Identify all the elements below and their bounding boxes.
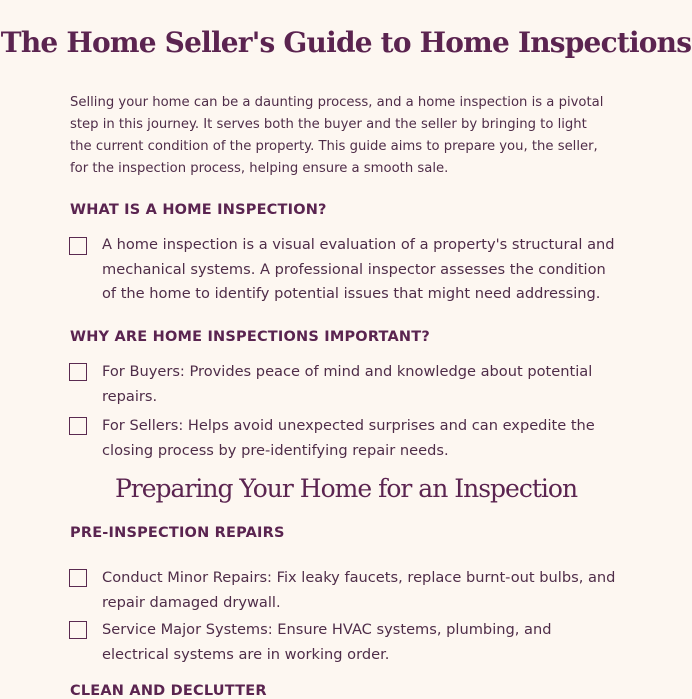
checklist-item-text: A home inspection is a visual evaluation of a property's structural and mechanical systems. A professional inspector assesses the condition of the home to identify potential issues that might need addressing. <box>102 236 615 303</box>
section-heading-why-important: WHY ARE HOME INSPECTIONS IMPORTANT? <box>70 329 430 345</box>
checklist-item-text: Service Major Systems: Ensure HVAC systems, plumbing, and electrical systems are in working order. <box>102 621 552 663</box>
checkbox[interactable] <box>69 621 87 639</box>
checkbox[interactable] <box>69 417 87 435</box>
checklist-item-text: For Buyers: Provides peace of mind and knowledge about potential repairs. <box>102 363 593 405</box>
section-heading-clean-declutter: CLEAN AND DECLUTTER <box>70 683 267 699</box>
section-title-preparing: Preparing Your Home for an Inspection <box>114 474 578 503</box>
intro-paragraph: Selling your home can be a daunting process, and a home inspection is a pivotal step in this journey. It serves both the buyer and the seller by bringing to light the current condition of the property. This guide aims to prepare you, the seller, for the inspection process, helping ensure a smooth sale. <box>70 95 604 176</box>
checkbox[interactable] <box>69 569 87 587</box>
section-heading-what-is: WHAT IS A HOME INSPECTION? <box>70 202 327 218</box>
page-title: The Home Seller's Guide to Home Inspections <box>0 26 692 59</box>
checklist-item-text: For Sellers: Helps avoid unexpected surprises and can expedite the closing process by pre-identifying repair needs. <box>102 417 595 459</box>
section-heading-pre-inspection-repairs: PRE-INSPECTION REPAIRS <box>70 525 285 541</box>
checklist-item-text: Conduct Minor Repairs: Fix leaky faucets, replace burnt-out bulbs, and repair damaged drywall. <box>102 569 616 611</box>
checkbox[interactable] <box>69 237 87 255</box>
checkbox[interactable] <box>69 363 87 381</box>
